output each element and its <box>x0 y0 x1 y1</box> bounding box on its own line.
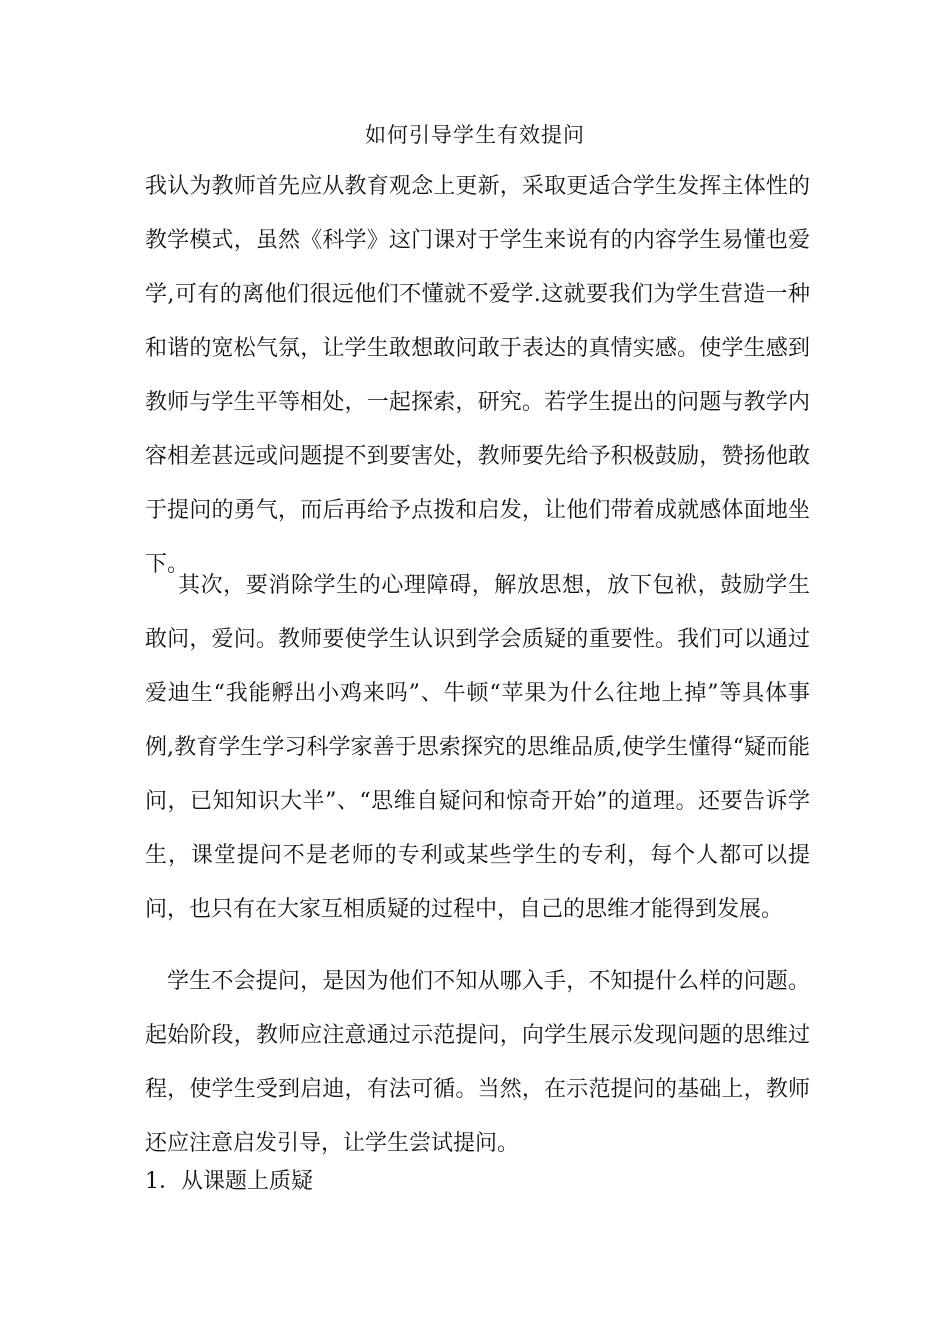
paragraph-3: 学生不会提问，是因为他们不知从哪入手，不知提什么样的问题。起始阶段，教师应注意通过示范提问，向学生展示发现问题的思维过程，使学生受到启迪，有法可循。当然，在示范提问的基础上，教师还应注意启发引导，让学生尝试提问。 <box>145 969 810 1156</box>
paragraph-1: 我认为教师首先应从教育观念上更新，采取更适合学生发挥主体性的教学模式，虽然《科学》这门课对于学生来说有的内容学生易懂也爱学,可有的离他们很远他们不懂就不爱学.这就要我们为学生营造一种和谐的宽松气氛，让学生敢想敢问敢于表达的真情实感。使学生感到教师与学生平等相处，一起探索，研究。若学生提出的问题与教学内容相差甚远或问题提不到要害处，教师要先给予积极鼓励，赞扬他敢于提问的勇气，而后再给予点拨和启发，让他们带着成就感体面地坐下。 <box>145 174 810 577</box>
numbered-heading-1: 1．从课题上质疑 <box>145 1169 313 1194</box>
document-title: 如何引导学生有效提问 <box>365 123 585 147</box>
paragraph-2: 其次，要消除学生的心理障碍，解放思想，放下包袱，鼓励学生敢问，爱问。教师要使学生认识到学会质疑的重要性。我们可以通过爱迪生“我能孵出小鸡来吗”、牛顿“苹果为什么往地上掉”等具体事例,教育学生学习科学家善于思索探究的思维品质,使学生懂得“疑而能问，已知知识大半”、“思维自疑问和惊奇开始”的道理。还要告诉学生，课堂提问不是老师的专利或某些学生的专利，每个人都可以提问，也只有在大家互相质疑的过程中，自己的思维才能得到发展。 <box>145 573 810 922</box>
